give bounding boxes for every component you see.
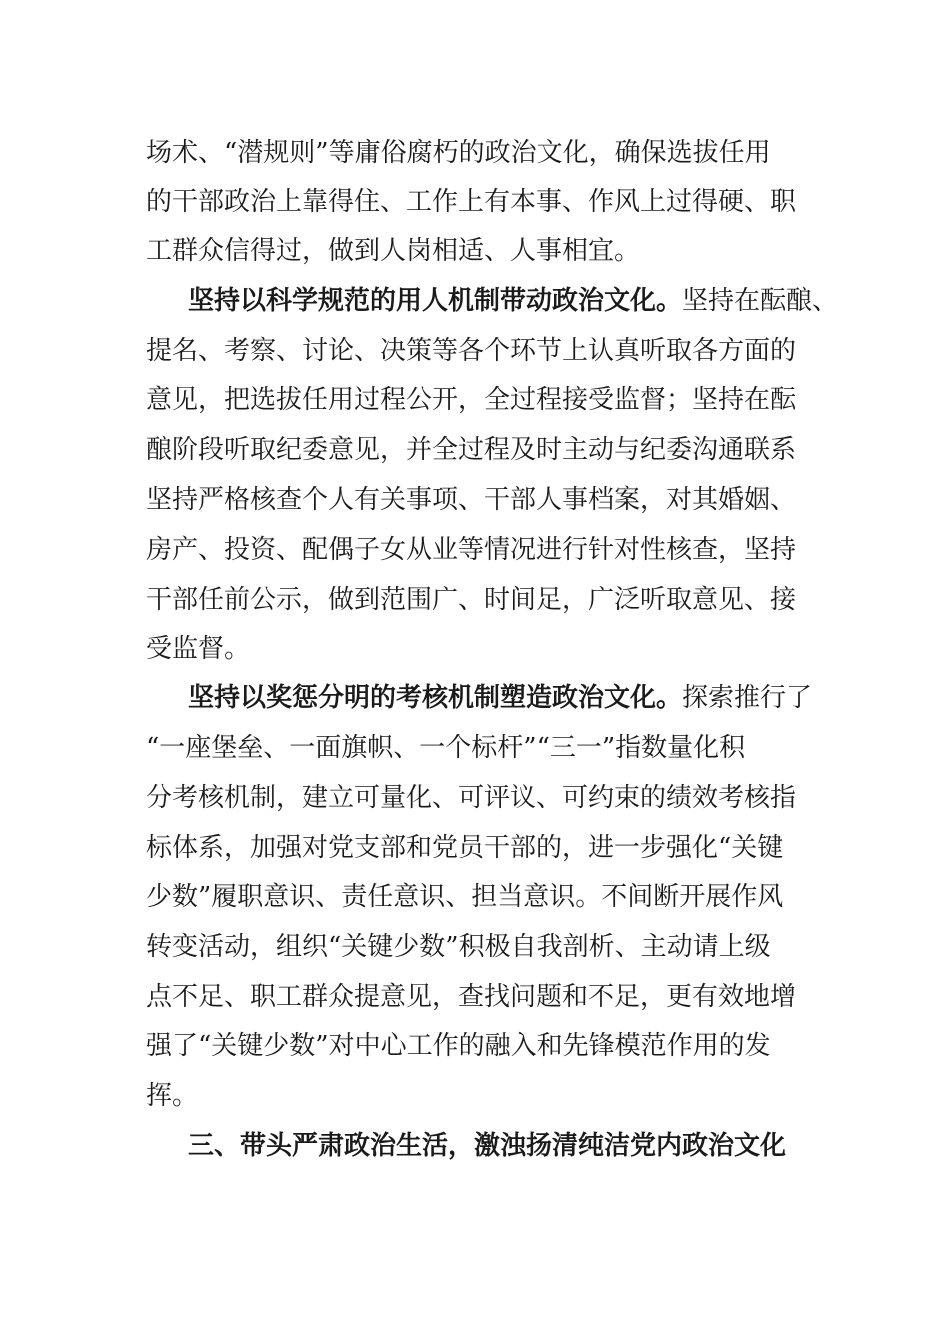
- paragraph-2-line-5: 坚持严格核查个人有关事项、干部人事档案，对其婚姻、: [146, 485, 797, 515]
- paragraph-2-first-line: [188, 286, 838, 316]
- paragraph-2-first-rest: 坚持在酝酿、: [682, 286, 839, 316]
- paragraph-3-first-line: [188, 683, 812, 713]
- paragraph-2-heading: 坚持以科学规范的用人机制带动政治文化。: [188, 286, 683, 316]
- paragraph-2-line-6: 房产、投资、配偶子女从业等情况进行针对性核查，坚持: [146, 535, 797, 565]
- paragraph-3-first-rest: 探索推行了: [682, 683, 813, 713]
- paragraph-2-line-8: 受监督。: [146, 634, 251, 664]
- paragraph-2-line-3: 意见，把选拔任用过程公开，全过程接受监督；坚持在酝: [146, 385, 797, 415]
- paragraph-2-line-7: 干部任前公示，做到范围广、时间足，广泛听取意见、接: [146, 585, 797, 615]
- paragraph-1-line-3: 工群众信得过，做到人岗相适、人事相宜。: [146, 236, 641, 266]
- paragraph-3-line-7: 点不足、职工群众提意见，查找问题和不足，更有效地增: [146, 982, 797, 1012]
- paragraph-1-line-2: 的干部政治上靠得住、工作上有本事、作风上过得硬、职: [146, 187, 797, 217]
- paragraph-3-line-6: 转变活动，组织“关键少数”积极自我剖析、主动请上级: [146, 932, 771, 962]
- paragraph-3-line-9: 挥。: [146, 1081, 199, 1111]
- paragraph-3-line-4: 标体系，加强对党支部和党员干部的，进一步强化“关键: [146, 833, 784, 863]
- paragraph-3-line-5: 少数”履职意识、责任意识、担当意识。不间断开展作风: [146, 882, 784, 912]
- paragraph-3-heading: 坚持以奖惩分明的考核机制塑造政治文化。: [188, 683, 683, 713]
- paragraph-2-line-2: 提名、考察、讨论、决策等各个环节上认真听取各方面的: [146, 336, 797, 366]
- paragraph-3-line-3: 分考核机制，建立可量化、可评议、可约束的绩效考核指: [146, 783, 797, 813]
- paragraph-3-line-2: “一座堡垒、一面旗帜、一个标杆”“三一”指数量化积: [146, 733, 746, 763]
- paragraph-1-line-1: 场术、“潜规则”等庸俗腐朽的政治文化，确保选拔任用: [146, 138, 771, 168]
- paragraph-2-line-4: 酿阶段听取纪委意见，并全过程及时主动与纪委沟通联系: [146, 435, 797, 465]
- section-heading: 三、带头严肃政治生活，激浊扬清纯洁党内政治文化: [188, 1131, 787, 1161]
- paragraph-3-line-8: 强了“关键少数”对中心工作的融入和先锋模范作用的发: [146, 1031, 771, 1061]
